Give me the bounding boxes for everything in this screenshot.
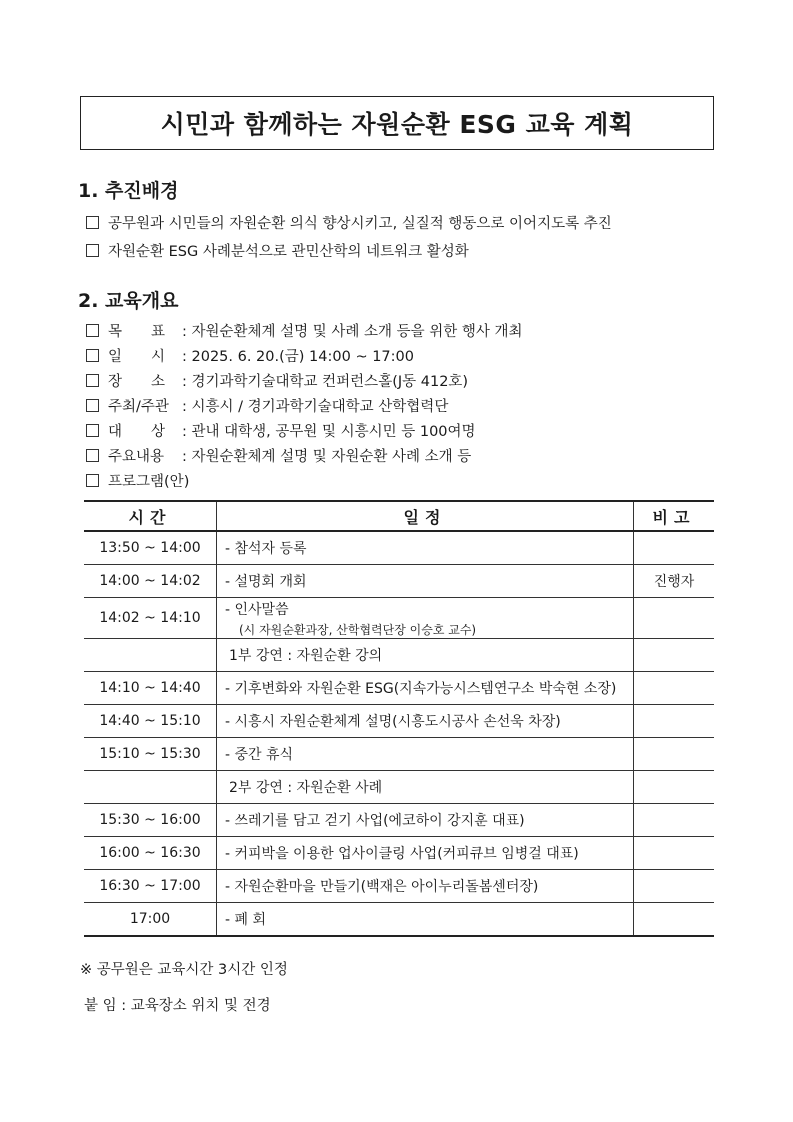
overview-label: 목 표 xyxy=(108,324,166,340)
overview-item xyxy=(86,420,476,441)
program-table xyxy=(84,500,714,937)
overview-label: 대 상 xyxy=(108,424,166,440)
section-heading-overview: 2. 교육개요 xyxy=(78,290,179,312)
row-note xyxy=(634,804,715,837)
row-time: 14:00 ~ 14:02 xyxy=(84,565,217,598)
table-row xyxy=(84,771,714,804)
row-note xyxy=(634,598,715,639)
table-row xyxy=(84,565,714,598)
row-item-detail: (시 자원순환과장, 산학협력단장 이승호 교수) xyxy=(239,622,477,637)
overview-label: 일 시 xyxy=(108,349,166,365)
row-item: - 인사말씀 xyxy=(225,601,289,618)
overview-item xyxy=(86,470,189,491)
table-row xyxy=(84,531,714,565)
table-row xyxy=(84,639,714,672)
table-row xyxy=(84,598,714,639)
checkbox-square-icon xyxy=(86,474,99,487)
row-note: 진행자 xyxy=(634,565,715,598)
overview-value: : 시흥시 / 경기과학기술대학교 산학협력단 xyxy=(182,399,449,415)
overview-label: 프로그램(안) xyxy=(108,474,190,490)
overview-value: : 자원순환체계 설명 및 자원순환 사례 소개 등 xyxy=(182,449,472,465)
row-item: - 기후변화와 자원순환 ESG(지속가능시스템연구소 박숙현 소장) xyxy=(217,672,634,705)
overview-label: 주최/주관 xyxy=(108,399,169,415)
row-time: 16:00 ~ 16:30 xyxy=(84,837,217,870)
row-note xyxy=(634,639,715,672)
row-item: - 쓰레기를 담고 걷기 사업(에코하이 강지훈 대표) xyxy=(217,804,634,837)
checkbox-square-icon xyxy=(86,244,99,257)
table-row xyxy=(84,870,714,903)
row-note xyxy=(634,870,715,903)
row-note xyxy=(634,771,715,804)
background-item xyxy=(86,240,469,261)
row-note xyxy=(634,903,715,937)
overview-label: 주요내용 xyxy=(108,449,165,465)
header-time: 시간 xyxy=(84,501,217,531)
background-item-text: 공무원과 시민들의 자원순환 의식 향상시키고, 실질적 행동으로 이어지도록 추진 xyxy=(108,216,612,232)
checkbox-square-icon xyxy=(86,324,99,337)
row-time xyxy=(84,771,217,804)
header-schedule: 일정 xyxy=(217,501,634,531)
checkbox-square-icon xyxy=(86,349,99,362)
row-time xyxy=(84,639,217,672)
row-note xyxy=(634,672,715,705)
row-item: - 중간 휴식 xyxy=(217,738,634,771)
overview-item xyxy=(86,345,414,366)
row-time: 14:10 ~ 14:40 xyxy=(84,672,217,705)
row-item: - 설명회 개회 xyxy=(217,565,634,598)
row-time: 14:02 ~ 14:10 xyxy=(84,598,217,639)
table-row xyxy=(84,705,714,738)
row-time: 15:10 ~ 15:30 xyxy=(84,738,217,771)
overview-item xyxy=(86,320,523,341)
checkbox-square-icon xyxy=(86,449,99,462)
checkbox-square-icon xyxy=(86,424,99,437)
table-row xyxy=(84,837,714,870)
row-part-heading: 1부 강연 : 자원순환 강의 xyxy=(217,639,634,672)
attachment-note: 붙 임 : 교육장소 위치 및 전경 xyxy=(84,998,271,1014)
overview-item xyxy=(86,370,468,391)
row-time: 16:30 ~ 17:00 xyxy=(84,870,217,903)
table-row xyxy=(84,672,714,705)
checkbox-square-icon xyxy=(86,399,99,412)
checkbox-square-icon xyxy=(86,374,99,387)
row-item: - 폐 회 xyxy=(217,903,634,937)
background-item xyxy=(86,212,612,233)
overview-value: : 2025. 6. 20.(금) 14:00 ~ 17:00 xyxy=(182,349,414,365)
row-time: 14:40 ~ 15:10 xyxy=(84,705,217,738)
row-time: 13:50 ~ 14:00 xyxy=(84,531,217,565)
row-note xyxy=(634,705,715,738)
row-note xyxy=(634,837,715,870)
table-row xyxy=(84,903,714,937)
row-part-heading: 2부 강연 : 자원순환 사례 xyxy=(217,771,634,804)
row-item-cell xyxy=(217,598,634,639)
row-item: - 커피박을 이용한 업사이클링 사업(커피큐브 임병걸 대표) xyxy=(217,837,634,870)
footnote: ※ 공무원은 교육시간 3시간 인정 xyxy=(80,962,288,978)
document-title: 시민과 함께하는 자원순환 ESG 교육 계획 xyxy=(80,96,714,150)
row-time: 17:00 xyxy=(84,903,217,937)
row-item: - 참석자 등록 xyxy=(217,531,634,565)
overview-value: : 관내 대학생, 공무원 및 시흥시민 등 100여명 xyxy=(182,424,476,440)
row-time: 15:30 ~ 16:00 xyxy=(84,804,217,837)
table-row xyxy=(84,738,714,771)
overview-item xyxy=(86,395,448,416)
row-note xyxy=(634,738,715,771)
checkbox-square-icon xyxy=(86,216,99,229)
overview-item xyxy=(86,445,471,466)
overview-value: : 자원순환체계 설명 및 사례 소개 등을 위한 행사 개최 xyxy=(182,324,523,340)
table-header-row xyxy=(84,501,714,531)
row-item: - 자원순환마을 만들기(백재은 아이누리돌봄센터장) xyxy=(217,870,634,903)
header-note: 비고 xyxy=(634,501,715,531)
section-heading-background: 1. 추진배경 xyxy=(78,180,179,202)
table-row xyxy=(84,804,714,837)
row-note xyxy=(634,531,715,565)
background-item-text: 자원순환 ESG 사례분석으로 관민산학의 네트워크 활성화 xyxy=(108,244,469,260)
overview-value: : 경기과학기술대학교 컨퍼런스홀(J동 412호) xyxy=(182,374,469,390)
row-item: - 시흥시 자원순환체계 설명(시흥도시공사 손선욱 차장) xyxy=(217,705,634,738)
overview-label: 장 소 xyxy=(108,374,166,390)
